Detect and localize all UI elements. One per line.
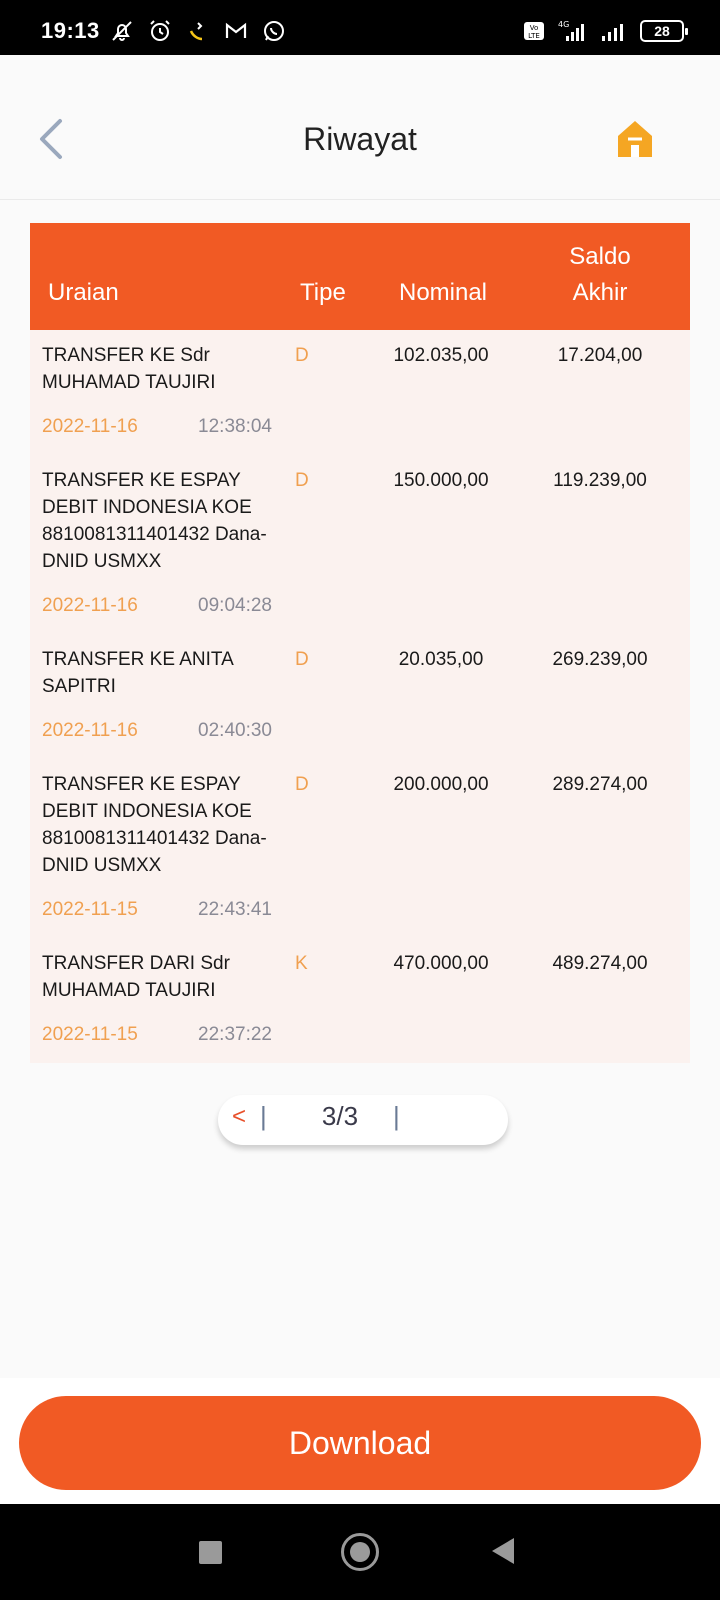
row-time: 22:43:41 [198, 899, 272, 920]
row-nominal: 200.000,00 [393, 774, 489, 795]
row-time: 02:40:30 [198, 720, 272, 741]
recents-icon[interactable] [199, 1541, 222, 1564]
row-description: TRANSFER KE ANITA SAPITRI [42, 649, 233, 697]
page-indicator: 3/3 [321, 1101, 359, 1131]
system-nav-bar [0, 1504, 720, 1600]
saldo-header-line2: Akhir [572, 279, 628, 306]
home-icon[interactable] [616, 119, 654, 159]
column-header-nominal: Nominal [398, 279, 488, 306]
row-date: 2022-11-15 [42, 899, 138, 920]
signal-icon [600, 19, 630, 43]
prev-page-button[interactable]: < [232, 1103, 247, 1130]
status-bar [0, 0, 720, 55]
row-type: D [295, 345, 309, 366]
row-saldo: 17.204,00 [557, 345, 643, 366]
row-date: 2022-11-16 [42, 416, 138, 437]
column-header-uraian: Uraian [48, 279, 119, 306]
row-time: 22:37:22 [198, 1024, 272, 1045]
row-description: TRANSFER DARI Sdr MUHAMAD TAUJIRI [42, 953, 230, 1001]
notification-icons [110, 19, 286, 43]
row-type: D [295, 470, 309, 491]
row-date: 2022-11-16 [42, 720, 138, 741]
row-saldo: 489.274,00 [552, 953, 648, 974]
gmail-icon [224, 19, 248, 43]
table-row[interactable] [30, 330, 690, 455]
row-description: TRANSFER KE Sdr MUHAMAD TAUJIRI [42, 345, 216, 393]
row-saldo: 289.274,00 [552, 774, 648, 795]
home-nav-icon[interactable] [341, 1533, 379, 1571]
row-time: 09:04:28 [198, 595, 272, 616]
row-time: 12:38:04 [198, 416, 272, 437]
row-date: 2022-11-16 [42, 595, 138, 616]
page-title: Riwayat [303, 121, 417, 157]
row-description: TRANSFER KE ESPAY DEBIT INDONESIA KOE 8810081311401432 Dana-DNID USMXX [42, 470, 267, 572]
download-button[interactable]: Download [19, 1396, 701, 1490]
pager-separator: | [393, 1101, 400, 1131]
svg-text:4G: 4G [558, 20, 570, 29]
back-triangle-icon[interactable] [492, 1538, 514, 1564]
table-row[interactable] [30, 938, 690, 1063]
call-icon [186, 19, 210, 43]
pager-separator: | [260, 1101, 267, 1131]
pagination [218, 1095, 508, 1145]
transaction-table [30, 223, 690, 1063]
system-icons [522, 19, 684, 43]
row-nominal: 470.000,00 [393, 953, 489, 974]
row-saldo: 269.239,00 [552, 649, 648, 670]
mute-bell-icon [110, 19, 134, 43]
row-saldo: 119.239,00 [553, 470, 647, 491]
column-header-saldo-akhir [542, 239, 658, 311]
status-time: 19:13 [41, 18, 100, 43]
signal-4g-icon [556, 19, 590, 43]
row-nominal: 20.035,00 [398, 649, 484, 670]
whatsapp-icon [262, 19, 286, 43]
column-header-tipe: Tipe [300, 279, 346, 306]
saldo-header-line1: Saldo [569, 243, 631, 270]
battery-icon: 28 [640, 20, 684, 42]
table-row[interactable] [30, 634, 690, 759]
svg-text:Vo: Vo [529, 24, 539, 32]
table-row[interactable] [30, 455, 690, 634]
volte-icon [522, 19, 546, 43]
table-row[interactable] [30, 759, 690, 938]
row-type: D [295, 649, 309, 670]
svg-text:LTE: LTE [528, 32, 540, 40]
alarm-icon [148, 19, 172, 43]
row-type: D [295, 774, 309, 795]
app-header [0, 55, 720, 200]
row-type: K [295, 953, 308, 974]
row-nominal: 102.035,00 [393, 345, 489, 366]
footer [0, 1378, 720, 1504]
row-nominal: 150.000,00 [393, 470, 489, 491]
row-description: TRANSFER KE ESPAY DEBIT INDONESIA KOE 8810081311401432 Dana-DNID USMXX [42, 774, 267, 876]
row-date: 2022-11-15 [42, 1024, 138, 1045]
table-header [30, 223, 690, 330]
